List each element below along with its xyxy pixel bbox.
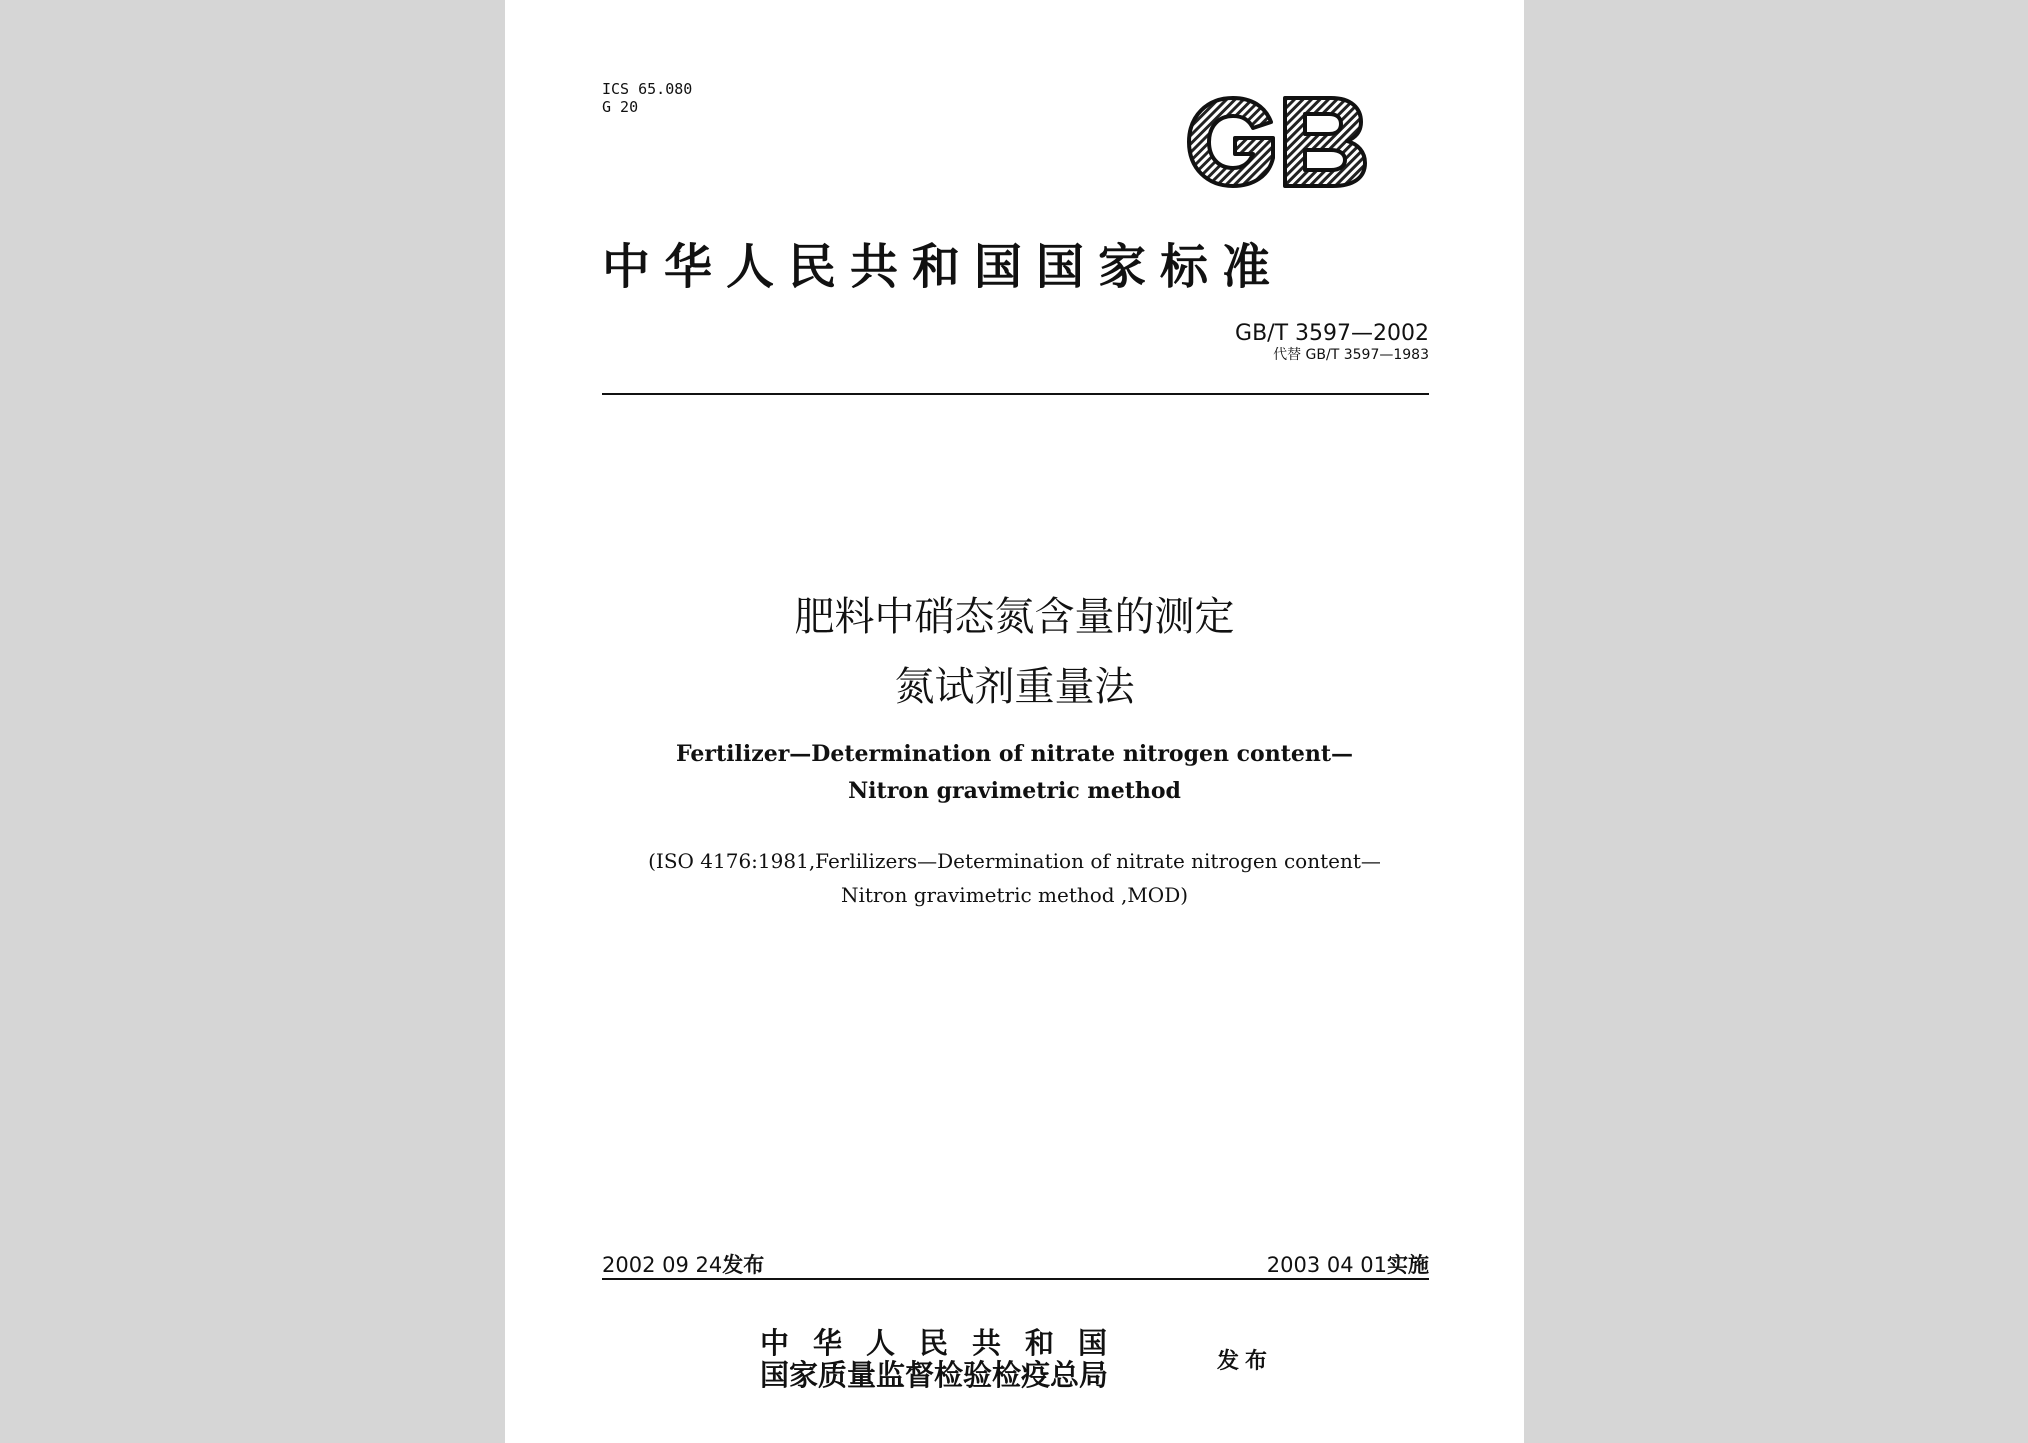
publish-verb: 发布 [1217, 1348, 1274, 1374]
english-title-line-2: Nitron gravimetric method [848, 778, 1181, 804]
standard-number-block [1235, 322, 1429, 364]
issue-date [602, 1249, 764, 1279]
publisher-line-1: 中华人民共和国 [760, 1326, 1132, 1360]
implementation-date-value: 2003 04 01 [1266, 1253, 1387, 1277]
implementation-date-suffix: 实施 [1387, 1253, 1429, 1277]
national-standard-title: 中华人民共和国国家标准 [602, 239, 1285, 295]
publisher-line-2: 国家质量监督检验检疫总局 [760, 1358, 1109, 1392]
gb-logo-icon [1181, 92, 1370, 191]
publisher-block [760, 1327, 1131, 1391]
english-title-line-1: Fertilizer—Determination of nitrate nitrogen content— [675, 741, 1354, 767]
ccs-code: G 20 [602, 98, 639, 116]
iso-reference-line-1: (ISO 4176:1981,Ferlilizers—Determination of nitrate nitrogen content— [648, 849, 1381, 873]
header-divider [602, 393, 1429, 395]
issue-date-suffix: 发布 [722, 1253, 765, 1277]
document-page [505, 0, 1524, 1443]
iso-reference-line-2: Nitron gravimetric method ,MOD) [840, 883, 1189, 907]
ics-code: ICS 65.080 [602, 80, 693, 98]
implementation-date [1267, 1249, 1429, 1279]
standard-code: GB/T 3597—2002 [1235, 321, 1429, 346]
chinese-title-line-1: 肥料中硝态氮含量的测定 [794, 594, 1235, 640]
chinese-title-line-2: 氮试剂重量法 [894, 664, 1135, 710]
issue-date-value: 2002 09 24 [602, 1253, 723, 1277]
supersedes-note: 代替 GB/T 3597—1983 [1273, 347, 1429, 363]
footer-divider [602, 1278, 1429, 1280]
classification-codes [602, 80, 692, 116]
